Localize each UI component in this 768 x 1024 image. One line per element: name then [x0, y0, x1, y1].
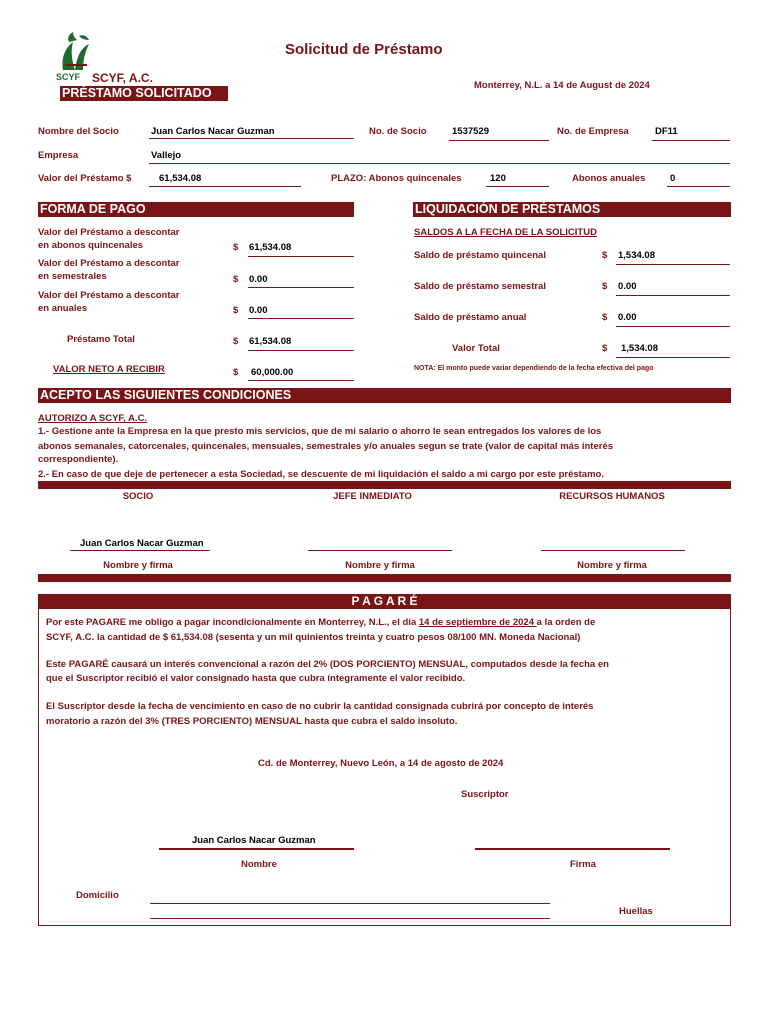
valor-value[interactable]: 61,534.08	[159, 173, 202, 184]
pagare-p1-line1	[46, 616, 646, 630]
liq-q-value[interactable]: 1,534.08	[618, 250, 655, 261]
socio-value[interactable]: Juan Carlos Nacar Guzman	[151, 126, 275, 137]
forma-q-line	[248, 256, 354, 257]
firma-socio-caption: Nombre y firma	[103, 560, 173, 571]
noempresa-label: No. de Empresa	[557, 126, 629, 137]
valor-line	[149, 186, 301, 187]
liq-a-label: Saldo de préstamo anual	[414, 312, 527, 323]
firma-socio-title: SOCIO	[122, 491, 154, 502]
condicion-1-line3: correspondiente).	[38, 454, 119, 465]
condicion-2: 2.- En caso de que deje de pertenecer a esta Sociedad, se descuente de mi liquidación el saldo a mi cargo por este préstamo.	[38, 469, 604, 480]
nosocio-value[interactable]: 1537529	[452, 126, 489, 137]
forma-pago-header: FORMA DE PAGO	[38, 202, 354, 217]
liquidacion-header: LIQUIDACIÓN DE PRÉSTAMOS	[413, 202, 731, 217]
firmas-top-bar	[38, 481, 731, 489]
forma-s-currency: $	[233, 274, 239, 285]
forma-s-label1: Valor del Préstamo a descontar	[38, 258, 180, 269]
pagare-nombre-caption: Nombre	[241, 859, 277, 870]
liquidacion-subtitle: SALDOS A LA FECHA DE LA SOLICITUD	[414, 227, 597, 238]
pagare-place: Cd. de Monterrey, Nuevo León, a 14 de agosto de 2024	[258, 758, 504, 769]
socio-label: Nombre del Socio	[38, 126, 119, 137]
firma-jefe-caption: Nombre y firma	[345, 560, 415, 571]
anuales-value[interactable]: 0	[670, 173, 676, 184]
forma-q-currency: $	[233, 242, 239, 253]
forma-q-value[interactable]: 61,534.08	[249, 242, 292, 253]
liquidacion-nota: NOTA: El monto puede variar dependiendo de la fecha efectiva del pago	[414, 365, 654, 372]
forma-s-label2: en semestrales	[38, 271, 107, 282]
place-date: Monterrey, N.L. a 14 de August de 2024	[474, 80, 650, 91]
pagare-p1-b: a la orden de	[536, 617, 596, 628]
forma-q-label1: Valor del Préstamo a descontar	[38, 227, 180, 238]
pagare-p2-line1: Este PAGARÉ causará un interés convencional a razón del 2% (DOS PORCIENTO) MENSUAL, computados desde la fecha en	[46, 659, 609, 670]
forma-a-value[interactable]: 0.00	[249, 305, 268, 316]
forma-total-label: Préstamo Total	[67, 334, 135, 345]
anuales-label: Abonos anuales	[572, 173, 646, 184]
forma-s-line	[248, 287, 354, 288]
liq-s-line	[616, 295, 730, 296]
forma-a-label2: en anuales	[38, 303, 88, 314]
pagare-p3-line2: moratorio a razón del 3% (TRES PORCIENTO) MENSUAL hasta que cubra el saldo insoluto.	[46, 716, 458, 727]
firma-jefe-line	[308, 550, 452, 551]
firmas-bottom-bar	[38, 574, 731, 582]
forma-neto-currency: $	[233, 367, 239, 378]
logo-text: SCYF	[56, 72, 81, 82]
liq-s-value[interactable]: 0.00	[618, 281, 637, 292]
nosocio-label: No. de Socio	[369, 126, 427, 137]
condicion-1-line2: abonos semanales, catorcenales, quincenales, mensuales, semestrales y/o anuales segun se trate (valor de capital más interés	[38, 441, 614, 452]
plazo-label: PLAZO: Abonos quincenales	[331, 173, 462, 184]
forma-neto-line	[248, 380, 354, 381]
section-prestamo-solicitado: PRÉSTAMO SOLICITADO	[60, 86, 228, 101]
pagare-p2-line2: que el Suscriptor recibió el valor consignado hasta que cubra íntegramente el valor recibido.	[46, 673, 466, 684]
nosocio-line	[449, 140, 549, 141]
liq-a-value[interactable]: 0.00	[618, 312, 637, 323]
valor-label: Valor del Préstamo $	[38, 173, 132, 184]
liq-s-label: Saldo de préstamo semestral	[414, 281, 546, 292]
liq-total-value[interactable]: 1,534.08	[621, 343, 658, 354]
pagare-firma-line	[475, 848, 670, 850]
liq-total-line	[616, 357, 730, 358]
liq-a-line	[616, 326, 730, 327]
liq-total-currency: $	[602, 343, 608, 354]
pagare-name: Juan Carlos Nacar Guzman	[192, 835, 316, 846]
autorizo-title: AUTORIZO A SCYF, A.C.	[38, 413, 148, 424]
forma-total-line	[248, 350, 354, 351]
pagare-name-line	[159, 848, 354, 850]
firma-rh-line	[541, 550, 685, 551]
firma-rh-title: RECURSOS HUMANOS	[559, 491, 665, 502]
forma-a-line	[248, 318, 354, 319]
forma-a-currency: $	[233, 305, 239, 316]
pagare-due-date: 14 de septiembre de 2024	[418, 617, 537, 628]
pagare-firma-caption: Firma	[570, 859, 596, 870]
pagare-domicilio-line2	[150, 918, 550, 919]
liq-q-line	[616, 264, 730, 265]
forma-total-currency: $	[233, 336, 239, 347]
pagare-huellas: Huellas	[619, 906, 653, 917]
firma-socio-line	[70, 550, 210, 551]
condiciones-header: ACEPTO LAS SIGUIENTES CONDICIONES	[38, 388, 731, 403]
firma-socio-name: Juan Carlos Nacar Guzman	[80, 538, 204, 549]
forma-a-label1: Valor del Préstamo a descontar	[38, 290, 180, 301]
pagare-suscriptor: Suscriptor	[461, 789, 509, 800]
liq-q-label: Saldo de préstamo quincenal	[414, 250, 546, 261]
liq-a-currency: $	[602, 312, 608, 323]
forma-s-value[interactable]: 0.00	[249, 274, 268, 285]
socio-line	[149, 138, 354, 139]
forma-q-label2: en abonos quincenales	[38, 240, 144, 251]
page-title: Solicitud de Préstamo	[285, 41, 443, 58]
pagare-domicilio-line1	[150, 903, 550, 904]
liq-q-currency: $	[602, 250, 608, 261]
liq-s-currency: $	[602, 281, 608, 292]
pagare-domicilio-label: Domicilio	[76, 890, 119, 901]
empresa-label: Empresa	[38, 150, 79, 161]
pagare-p1-line2: SCYF, A.C. la cantidad de $ 61,534.08 (sesenta y un mil quinientos treinta y cuatro pesos 08/100 MN. Moneda Nacional)	[46, 632, 581, 643]
pagare-header: P A G A R É	[38, 594, 731, 609]
empresa-line	[149, 163, 730, 164]
condicion-1-line1: 1.- Gestione ante la Empresa en la que presto mis servicios, que de mi salario o ahorro le sean entregados los valores de los	[38, 426, 602, 437]
forma-neto-label: VALOR NETO A RECIBIR	[53, 364, 165, 375]
plazo-line	[486, 186, 549, 187]
firma-jefe-title: JEFE INMEDIATO	[333, 491, 412, 502]
pagare-p1-a: Por este PAGARE me obligo a pagar incondicionalmente en Monterrey, N.L., el día	[46, 617, 419, 628]
empresa-value[interactable]: Vallejo	[151, 150, 182, 161]
noempresa-line	[652, 140, 730, 141]
pagare-p3-line1: El Suscriptor desde la fecha de vencimiento en caso de no cubrir la cantidad consignada cubrirá por concepto de interés	[46, 701, 594, 712]
plazo-value[interactable]: 120	[490, 173, 506, 184]
noempresa-value[interactable]: DF11	[655, 126, 678, 137]
company-name: SCYF, A.C.	[92, 71, 153, 85]
firma-rh-caption: Nombre y firma	[577, 560, 647, 571]
forma-total-value[interactable]: 61,534.08	[249, 336, 292, 347]
liq-total-label: Valor Total	[452, 343, 500, 354]
anuales-line	[667, 186, 730, 187]
forma-neto-value[interactable]: 60,000.00	[251, 367, 294, 378]
